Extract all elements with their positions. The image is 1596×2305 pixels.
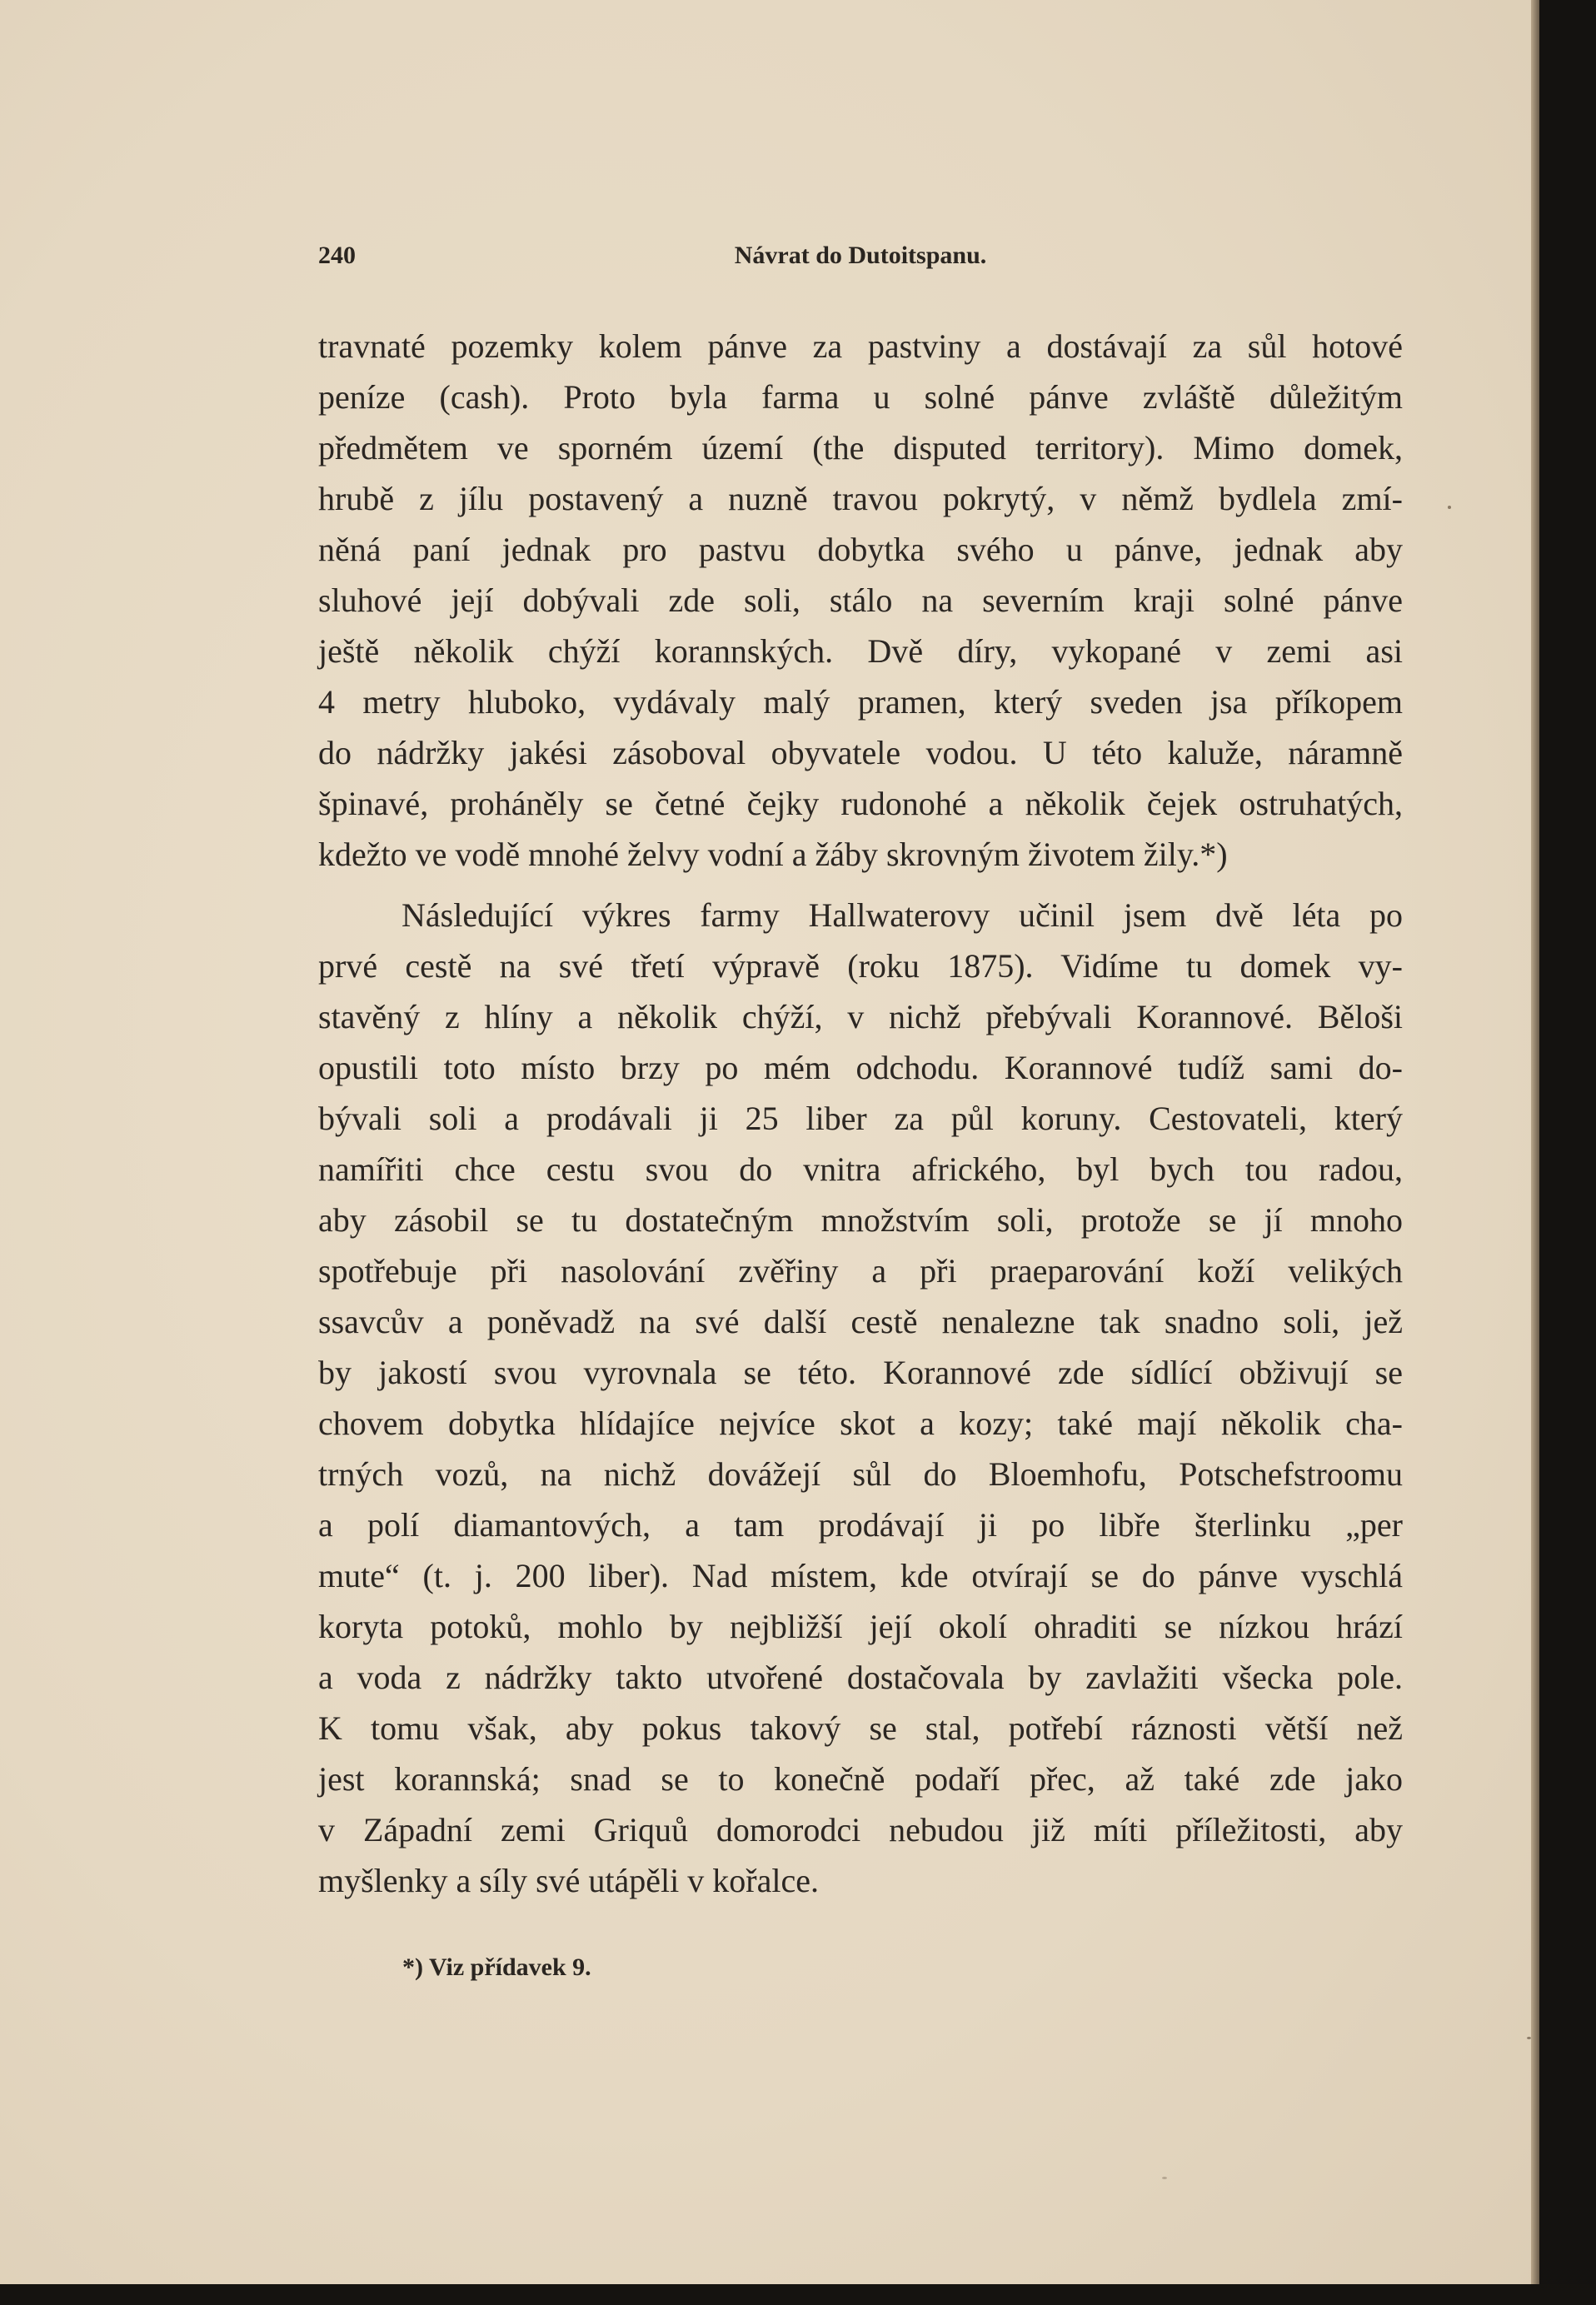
text-line: myšlenky a síly své utápěli v kořalce. (318, 1862, 819, 1899)
text-line: mute“ (t. j. 200 liber). Nad místem, kde otvírají se do pánve vyschlá (318, 1557, 1403, 1594)
text-line: ssavcův a poněvadž na své další cestě nenalezne tak snadno soli, jež (318, 1303, 1403, 1340)
text-line: namířiti chce cestu svou do vnitra afrického, byl bych tou radou, (318, 1150, 1403, 1188)
running-title: Návrat do Dutoitspanu. (734, 242, 987, 269)
text-line: stavěný z hlíny a několik chýží, v nichž přebývali Korannové. Běloši (318, 998, 1403, 1035)
text-line: koryta potoků, mohlo by nejbližší její okolí ohraditi se nízkou hrází (318, 1608, 1403, 1645)
text-line: a voda z nádržky takto utvořené dostačovala by zavlažiti všecka pole. (318, 1659, 1403, 1696)
footnote: *) Viz přídavek 9. (402, 1953, 591, 1981)
text-line: prvé cestě na své třetí výpravě (roku 1875). Vidíme tu domek vy- (318, 947, 1403, 985)
text-line: trných vozů, na nichž dovážejí sůl do Bloemhofu, Potschefstroomu (318, 1455, 1403, 1493)
text-line: aby zásobil se tu dostatečným množstvím soli, protože se jí mnoho (318, 1201, 1403, 1239)
text-line: jest korannská; snad se to konečně podaří přec, až také zde jako (318, 1760, 1403, 1798)
paper-speck (1162, 2177, 1167, 2179)
text-line: kdežto ve vodě mnohé želvy vodní a žáby skrovným životem žily.*) (318, 836, 1228, 873)
text-line: v Západní zemi Griquů domorodci nebudou již míti příležitosti, aby (318, 1811, 1403, 1848)
text-line: bývali soli a prodávali ji 25 liber za půl koruny. Cestovateli, který (318, 1100, 1403, 1137)
text-line: K tomu však, aby pokus takový se stal, potřebí ráznosti větší než (318, 1709, 1403, 1747)
text-line: opustili toto místo brzy po mém odchodu. Korannové tudíž sami do- (318, 1049, 1403, 1086)
text-line: 4 metry hluboko, vydávaly malý pramen, který sveden jsa příkopem (318, 683, 1403, 721)
scan-border (0, 2284, 1596, 2305)
text-line: travnaté pozemky kolem pánve za pastviny a dostávají za sůl hotové (318, 327, 1403, 365)
text-line: hrubě z jílu postavený a nuzně travou pokrytý, v němž bydlela zmí- (318, 480, 1403, 517)
page-edge (1531, 0, 1539, 2305)
paragraph-gap (318, 880, 1403, 890)
text-line: ještě několik chýží korannských. Dvě díry, vykopané v zemi asi (318, 632, 1403, 670)
text-line: do nádržky jakési zásoboval obyvatele vodou. U této kaluže, náramně (318, 734, 1403, 771)
page-number: 240 (318, 242, 356, 269)
text-line: a polí diamantových, a tam prodávají ji po libře šterlinku „per (318, 1506, 1403, 1544)
text-line: sluhové její dobývali zde soli, stálo na severním kraji solné pánve (318, 581, 1403, 619)
text-line: něná paní jednak pro pastvu dobytka svého u pánve, jednak aby (318, 531, 1403, 568)
text-line: špinavé, proháněly se četné čejky rudonohé a několik čejek ostruhatých, (318, 785, 1403, 822)
paper-speck (1448, 506, 1451, 509)
text-line: peníze (cash). Proto byla farma u solné pánve zvláště důležitým (318, 378, 1403, 416)
text-line: Následující výkres farmy Hallwaterovy učinil jsem dvě léta po (401, 896, 1403, 934)
text-line: by jakostí svou vyrovnala se této. Korannové zde sídlící obživují se (318, 1354, 1403, 1391)
text-line: předmětem ve sporném území (the disputed territory). Mimo domek, (318, 429, 1403, 466)
text-line: spotřebuje při nasolování zvěřiny a při praeparování koží velikých (318, 1252, 1403, 1290)
text-line: chovem dobytka hlídajíce nejvíce skot a kozy; také mají několik cha- (318, 1404, 1403, 1442)
body-text (318, 321, 1403, 1906)
running-head (318, 242, 1403, 275)
